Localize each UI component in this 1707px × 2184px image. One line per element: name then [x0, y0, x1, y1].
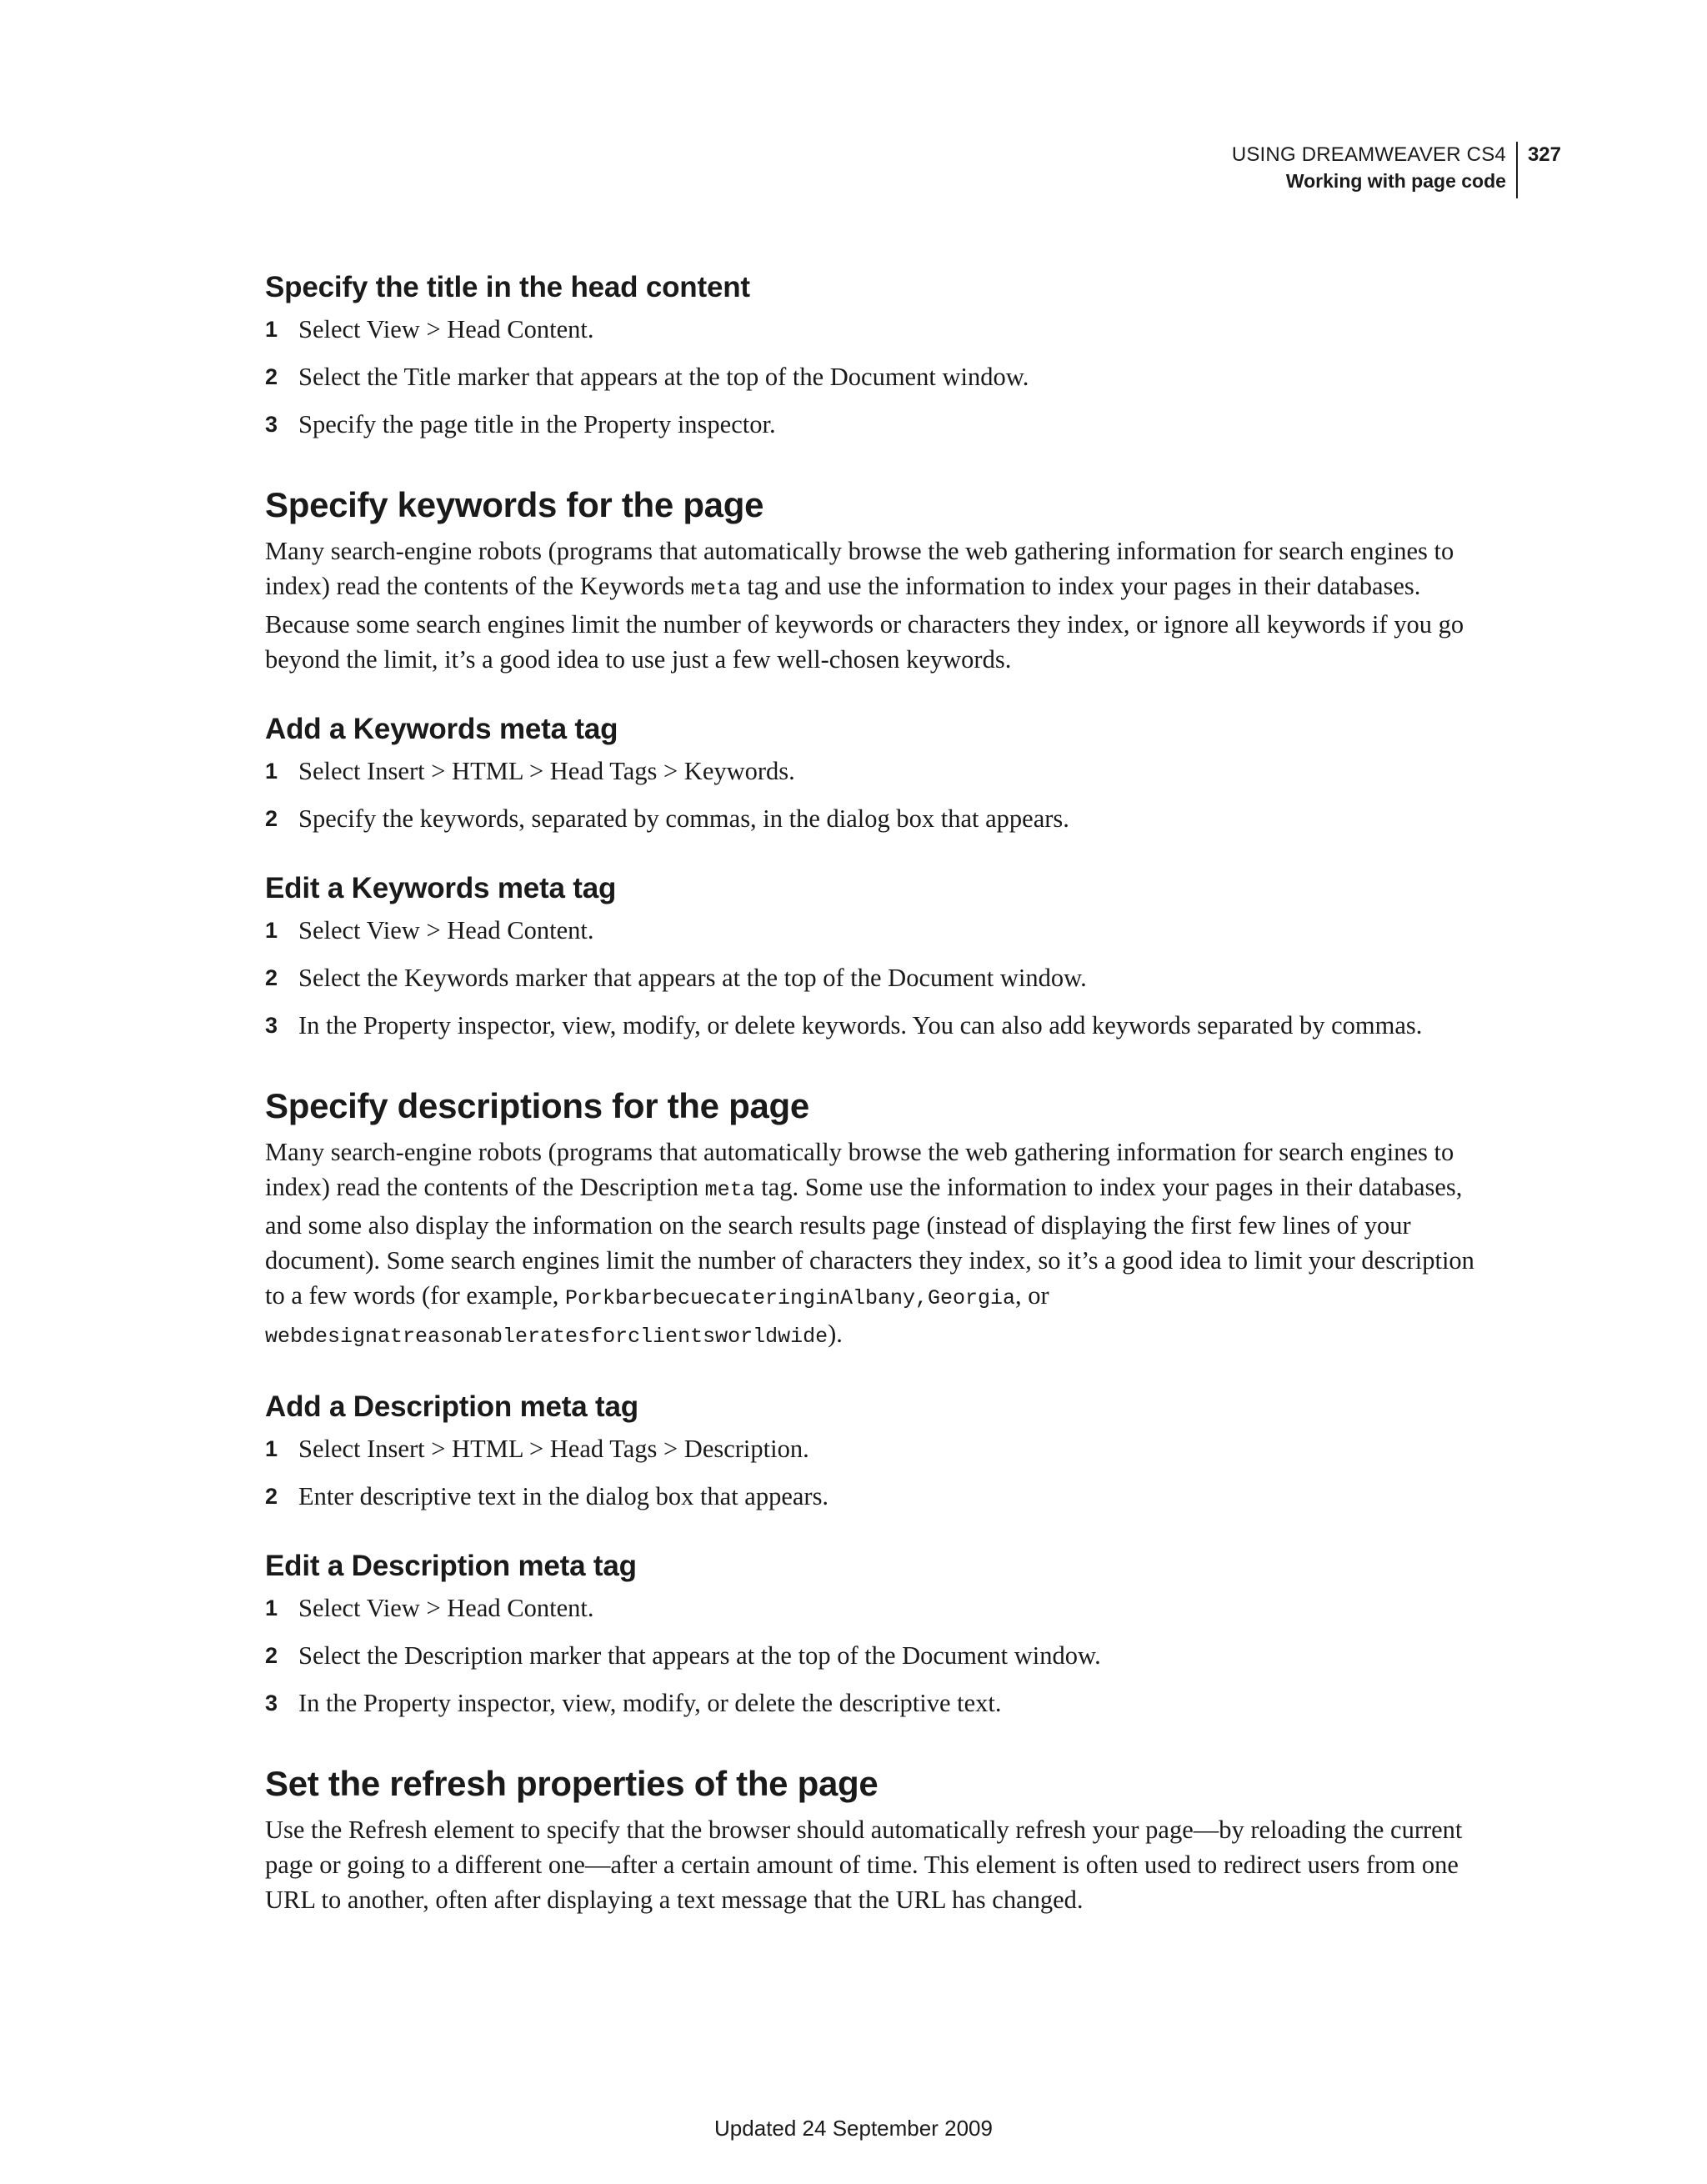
step-number: 2 [265, 965, 278, 990]
section-edit-description [265, 1547, 1499, 1721]
step-text: In the Property inspector, view, modify, or delete the descriptive text. [298, 1689, 1002, 1717]
step-text: Select Insert > HTML > Head Tags > Keywords. [298, 757, 795, 785]
inline-code: meta [690, 577, 741, 601]
step-number: 2 [265, 1643, 278, 1668]
section-title-head [265, 268, 1499, 442]
body-paragraph [265, 1135, 1499, 1355]
steps-list [265, 1431, 1499, 1514]
step-number: 2 [265, 1484, 278, 1509]
section-heading: Set the refresh properties of the page [265, 1764, 879, 1803]
section-heading: Add a Description meta tag [265, 1390, 638, 1423]
list-item [265, 1686, 1499, 1721]
paragraph-text: Many search-engine robots (programs that automatically browse the web gathering information for search engines to index) read the contents of the Description [265, 1138, 1454, 1201]
paragraph-text: ). [828, 1320, 843, 1348]
page-content [265, 268, 1499, 1917]
steps-list [265, 1590, 1499, 1721]
step-number: 1 [265, 918, 278, 943]
inline-code: PorkbarbecuecateringinAlbany,Georgia [564, 1286, 1016, 1310]
step-number: 2 [265, 806, 278, 831]
step-number: 3 [265, 1691, 278, 1716]
inline-code: webdesignatreasonableratesforclientsworldwide [265, 1325, 828, 1349]
section-heading: Edit a Description meta tag [265, 1550, 637, 1582]
section-heading: Specify descriptions for the page [265, 1086, 809, 1125]
step-number: 1 [265, 1436, 278, 1461]
step-number: 3 [265, 1013, 278, 1038]
section-keywords [265, 482, 1499, 677]
steps-list [265, 312, 1499, 442]
step-text: Select View > Head Content. [298, 916, 594, 944]
section-heading: Add a Keywords meta tag [265, 713, 618, 745]
section-add-keywords [265, 710, 1499, 836]
step-text: Select View > Head Content. [298, 315, 594, 343]
list-item [265, 1479, 1499, 1514]
page-number: 327 [1527, 143, 1561, 166]
list-item [265, 312, 1499, 347]
list-item [265, 960, 1499, 995]
inline-code: meta [704, 1178, 755, 1202]
section-add-description [265, 1388, 1499, 1514]
body-paragraph [265, 533, 1499, 677]
section-descriptions [265, 1083, 1499, 1355]
step-number: 3 [265, 412, 278, 437]
paragraph-text: tag and use the information to index your pages in their databases. Because some search engines limit the number of keywords or characters they index, or ignore all keywords if you go beyond the limit, it’s a good idea to use just a few well-chosen keywords. [265, 572, 1464, 674]
steps-list [265, 754, 1499, 836]
step-text: Select the Keywords marker that appears at the top of the Document window. [298, 964, 1087, 992]
book-title: USING DREAMWEAVER CS4 [1231, 143, 1506, 166]
step-text: Select the Description marker that appears at the top of the Document window. [298, 1641, 1101, 1670]
list-item [265, 1431, 1499, 1466]
step-text: Select the Title marker that appears at the top of the Document window. [298, 363, 1029, 391]
step-text: Enter descriptive text in the dialog box that appears. [298, 1482, 829, 1510]
step-number: 1 [265, 759, 278, 784]
section-refresh [265, 1761, 1499, 1917]
running-header-titles [1232, 142, 1518, 198]
step-text: Select View > Head Content. [298, 1594, 594, 1622]
step-text: In the Property inspector, view, modify, or delete keywords. You can also add keywords separated by commas. [298, 1011, 1423, 1039]
steps-list [265, 913, 1499, 1043]
list-item [265, 1590, 1499, 1625]
section-heading: Specify the title in the head content [265, 271, 750, 303]
list-item [265, 913, 1499, 948]
paragraph-text: , or [1015, 1281, 1049, 1310]
list-item [265, 754, 1499, 789]
section-edit-keywords [265, 869, 1499, 1043]
step-number: 1 [265, 317, 278, 342]
running-header [1232, 142, 1561, 198]
step-number: 1 [265, 1595, 278, 1620]
step-text: Specify the page title in the Property inspector. [298, 410, 776, 438]
step-number: 2 [265, 364, 278, 389]
step-text: Select Insert > HTML > Head Tags > Description. [298, 1435, 809, 1463]
body-paragraph: Use the Refresh element to specify that the browser should automatically refresh your page—by reloading the current page or going to a different one—after a certain amount of time. This element is often used to redirect users from one URL to another, often after displaying a text message that the URL has changed. [265, 1816, 1463, 1914]
page-footer: Updated 24 September 2009 [714, 2116, 993, 2141]
paragraph-text: tag. Some use the information to index your pages in their databases, and some also display the information on the search results page (instead of displaying the first few lines of your document). Some search engines limit the number of characters they index, so it’s a good idea to limit your description to a few words (for example, [265, 1173, 1474, 1310]
chapter-title: Working with page code [1285, 170, 1506, 192]
list-item [265, 407, 1499, 442]
step-text: Specify the keywords, separated by commas, in the dialog box that appears. [298, 804, 1069, 833]
section-heading: Edit a Keywords meta tag [265, 872, 617, 904]
list-item [265, 801, 1499, 836]
list-item [265, 1008, 1499, 1043]
list-item [265, 359, 1499, 394]
section-heading: Specify keywords for the page [265, 485, 764, 524]
list-item [265, 1638, 1499, 1673]
paragraph-text: Many search-engine robots (programs that automatically browse the web gathering information for search engines to index) read the contents of the Keywords [265, 537, 1454, 600]
